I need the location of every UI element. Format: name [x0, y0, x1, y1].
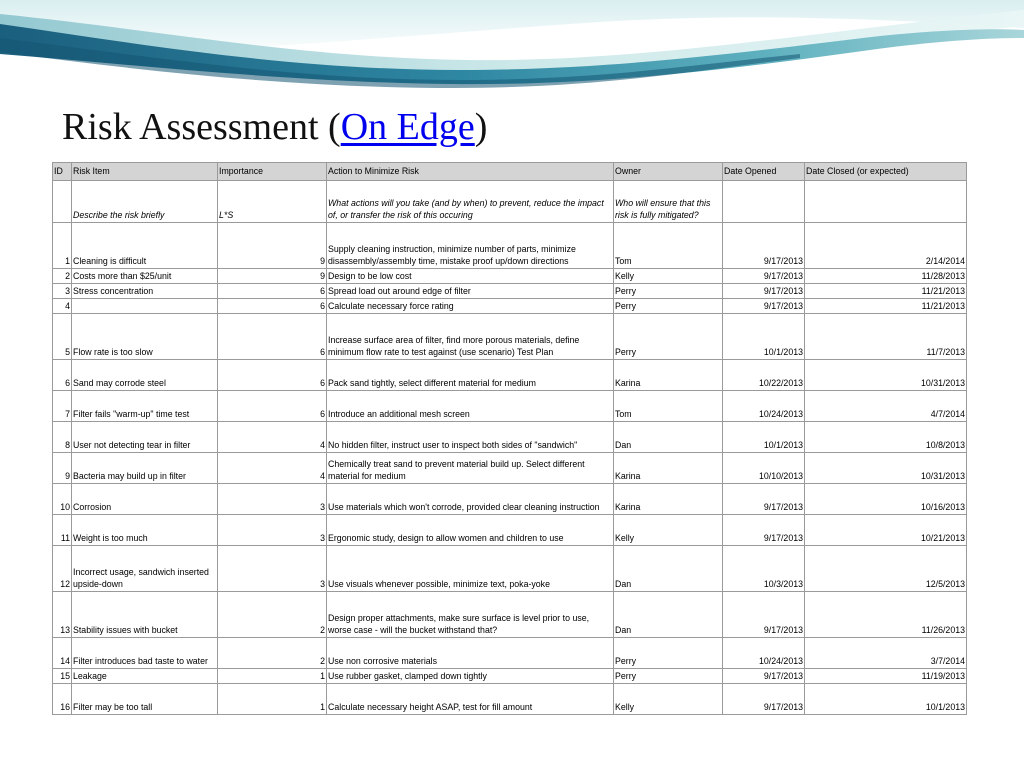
cell-action: Spread load out around edge of filter — [327, 284, 614, 299]
cell-date-opened: 9/17/2013 — [723, 269, 805, 284]
cell-id: 2 — [53, 269, 72, 284]
cell-date-opened: 9/17/2013 — [723, 684, 805, 715]
header-risk-item: Risk Item — [72, 163, 218, 181]
cell-id: 14 — [53, 638, 72, 669]
table-row — [53, 546, 967, 592]
cell-importance: 4 — [218, 453, 327, 484]
cell-date-closed: 10/8/2013 — [805, 422, 967, 453]
title-suffix: ) — [474, 106, 488, 148]
table-row — [53, 269, 967, 284]
cell-date-closed: 2/14/2014 — [805, 223, 967, 269]
cell-importance: 9 — [218, 269, 327, 284]
slide-title — [62, 101, 487, 153]
cell-date-opened: 10/24/2013 — [723, 391, 805, 422]
cell-date-closed: 11/21/2013 — [805, 284, 967, 299]
cell-importance: 6 — [218, 284, 327, 299]
cell-risk-item: Filter introduces bad taste to water — [72, 638, 218, 669]
desc-owner: Who will ensure that this risk is fully mitigated? — [614, 181, 723, 223]
cell-risk-item: Stress concentration — [72, 284, 218, 299]
table-row — [53, 684, 967, 715]
table-row — [53, 391, 967, 422]
cell-id: 13 — [53, 592, 72, 638]
cell-risk-item: Sand may corrode steel — [72, 360, 218, 391]
cell-action: Use materials which won't corrode, provided clear cleaning instruction — [327, 484, 614, 515]
title-prefix: Risk Assessment ( — [62, 106, 341, 148]
header-action: Action to Minimize Risk — [327, 163, 614, 181]
cell-importance: 1 — [218, 669, 327, 684]
cell-id: 5 — [53, 314, 72, 360]
cell-date-closed: 4/7/2014 — [805, 391, 967, 422]
cell-action: Use rubber gasket, clamped down tightly — [327, 669, 614, 684]
cell-date-closed: 11/21/2013 — [805, 299, 967, 314]
cell-owner: Karina — [614, 360, 723, 391]
cell-owner: Perry — [614, 669, 723, 684]
desc-date-closed — [805, 181, 967, 223]
table-row — [53, 299, 967, 314]
table-row — [53, 484, 967, 515]
decorative-swoosh-banner — [0, 0, 1024, 90]
risk-assessment-table — [52, 162, 967, 715]
cell-action: Increase surface area of filter, find more porous materials, define minimum flow rate to test against (use scenario) Test Plan — [327, 314, 614, 360]
cell-action: Chemically treat sand to prevent material build up. Select different material for medium — [327, 453, 614, 484]
cell-id: 6 — [53, 360, 72, 391]
cell-action: Supply cleaning instruction, minimize number of parts, minimize disassembly/assembly time, mistake proof up/down directions — [327, 223, 614, 269]
cell-risk-item — [72, 299, 218, 314]
cell-risk-item: Stability issues with bucket — [72, 592, 218, 638]
cell-risk-item: Flow rate is too slow — [72, 314, 218, 360]
cell-date-closed: 12/5/2013 — [805, 546, 967, 592]
table-row — [53, 223, 967, 269]
cell-id: 9 — [53, 453, 72, 484]
table-row — [53, 360, 967, 391]
desc-date-opened — [723, 181, 805, 223]
cell-owner: Karina — [614, 484, 723, 515]
cell-owner: Kelly — [614, 684, 723, 715]
header-date-opened: Date Opened — [723, 163, 805, 181]
cell-action: Calculate necessary force rating — [327, 299, 614, 314]
cell-date-closed: 10/31/2013 — [805, 360, 967, 391]
table-row — [53, 284, 967, 299]
cell-owner: Dan — [614, 422, 723, 453]
cell-date-opened: 10/22/2013 — [723, 360, 805, 391]
cell-id: 7 — [53, 391, 72, 422]
table-row — [53, 669, 967, 684]
desc-importance: L*S — [218, 181, 327, 223]
cell-importance: 3 — [218, 484, 327, 515]
description-row — [53, 181, 967, 223]
cell-importance: 6 — [218, 360, 327, 391]
table-header-row — [53, 163, 967, 181]
cell-id: 1 — [53, 223, 72, 269]
cell-owner: Dan — [614, 546, 723, 592]
cell-action: Use visuals whenever possible, minimize text, poka-yoke — [327, 546, 614, 592]
cell-id: 16 — [53, 684, 72, 715]
cell-date-opened: 9/17/2013 — [723, 299, 805, 314]
cell-risk-item: Filter may be too tall — [72, 684, 218, 715]
header-id: ID — [53, 163, 72, 181]
cell-importance: 2 — [218, 638, 327, 669]
table-row — [53, 638, 967, 669]
cell-id: 15 — [53, 669, 72, 684]
header-owner: Owner — [614, 163, 723, 181]
cell-date-closed: 11/7/2013 — [805, 314, 967, 360]
header-date-closed: Date Closed (or expected) — [805, 163, 967, 181]
cell-owner: Perry — [614, 299, 723, 314]
cell-risk-item: Weight is too much — [72, 515, 218, 546]
cell-date-opened: 9/17/2013 — [723, 669, 805, 684]
cell-risk-item: Filter fails "warm-up" time test — [72, 391, 218, 422]
cell-importance: 1 — [218, 684, 327, 715]
cell-action: Use non corrosive materials — [327, 638, 614, 669]
cell-date-opened: 9/17/2013 — [723, 484, 805, 515]
cell-date-closed: 10/16/2013 — [805, 484, 967, 515]
cell-owner: Perry — [614, 638, 723, 669]
cell-risk-item: User not detecting tear in filter — [72, 422, 218, 453]
cell-importance: 9 — [218, 223, 327, 269]
cell-importance: 6 — [218, 299, 327, 314]
cell-date-opened: 10/3/2013 — [723, 546, 805, 592]
on-edge-link[interactable]: On Edge — [340, 106, 475, 148]
cell-importance: 3 — [218, 515, 327, 546]
desc-risk-item: Describe the risk briefly — [72, 181, 218, 223]
cell-importance: 4 — [218, 422, 327, 453]
cell-date-closed: 3/7/2014 — [805, 638, 967, 669]
cell-id: 3 — [53, 284, 72, 299]
cell-action: Design proper attachments, make sure surface is level prior to use, worse case - will the bucket withstand that? — [327, 592, 614, 638]
cell-owner: Perry — [614, 314, 723, 360]
cell-id: 8 — [53, 422, 72, 453]
table-row — [53, 515, 967, 546]
cell-action: Introduce an additional mesh screen — [327, 391, 614, 422]
cell-date-opened: 9/17/2013 — [723, 284, 805, 299]
cell-date-closed: 10/31/2013 — [805, 453, 967, 484]
cell-owner: Tom — [614, 391, 723, 422]
cell-date-opened: 9/17/2013 — [723, 515, 805, 546]
cell-date-closed: 11/26/2013 — [805, 592, 967, 638]
cell-importance: 3 — [218, 546, 327, 592]
cell-action: Design to be low cost — [327, 269, 614, 284]
cell-date-closed: 11/19/2013 — [805, 669, 967, 684]
cell-date-opened: 10/10/2013 — [723, 453, 805, 484]
cell-risk-item: Leakage — [72, 669, 218, 684]
cell-date-closed: 11/28/2013 — [805, 269, 967, 284]
cell-importance: 6 — [218, 391, 327, 422]
cell-owner: Kelly — [614, 269, 723, 284]
cell-owner: Kelly — [614, 515, 723, 546]
cell-owner: Tom — [614, 223, 723, 269]
cell-action: Ergonomic study, design to allow women and children to use — [327, 515, 614, 546]
header-importance: Importance — [218, 163, 327, 181]
cell-id: 4 — [53, 299, 72, 314]
cell-date-opened: 10/1/2013 — [723, 314, 805, 360]
cell-risk-item: Cleaning is difficult — [72, 223, 218, 269]
cell-owner: Karina — [614, 453, 723, 484]
cell-importance: 6 — [218, 314, 327, 360]
cell-action: No hidden filter, instruct user to inspect both sides of "sandwich" — [327, 422, 614, 453]
cell-id: 12 — [53, 546, 72, 592]
cell-risk-item: Bacteria may build up in filter — [72, 453, 218, 484]
table-row — [53, 592, 967, 638]
cell-date-opened: 9/17/2013 — [723, 592, 805, 638]
table-row — [53, 314, 967, 360]
cell-date-opened: 9/17/2013 — [723, 223, 805, 269]
cell-owner: Dan — [614, 592, 723, 638]
cell-owner: Perry — [614, 284, 723, 299]
cell-action: Pack sand tightly, select different material for medium — [327, 360, 614, 391]
cell-risk-item: Costs more than $25/unit — [72, 269, 218, 284]
cell-id: 10 — [53, 484, 72, 515]
table-row — [53, 422, 967, 453]
cell-date-opened: 10/24/2013 — [723, 638, 805, 669]
desc-id — [53, 181, 72, 223]
cell-date-closed: 10/1/2013 — [805, 684, 967, 715]
table-row — [53, 453, 967, 484]
cell-id: 11 — [53, 515, 72, 546]
cell-action: Calculate necessary height ASAP, test for fill amount — [327, 684, 614, 715]
cell-importance: 2 — [218, 592, 327, 638]
cell-date-opened: 10/1/2013 — [723, 422, 805, 453]
cell-date-closed: 10/21/2013 — [805, 515, 967, 546]
cell-risk-item: Corrosion — [72, 484, 218, 515]
cell-risk-item: Incorrect usage, sandwich inserted upside-down — [72, 546, 218, 592]
desc-action: What actions will you take (and by when) to prevent, reduce the impact of, or transfer the risk of this occuring — [327, 181, 614, 223]
